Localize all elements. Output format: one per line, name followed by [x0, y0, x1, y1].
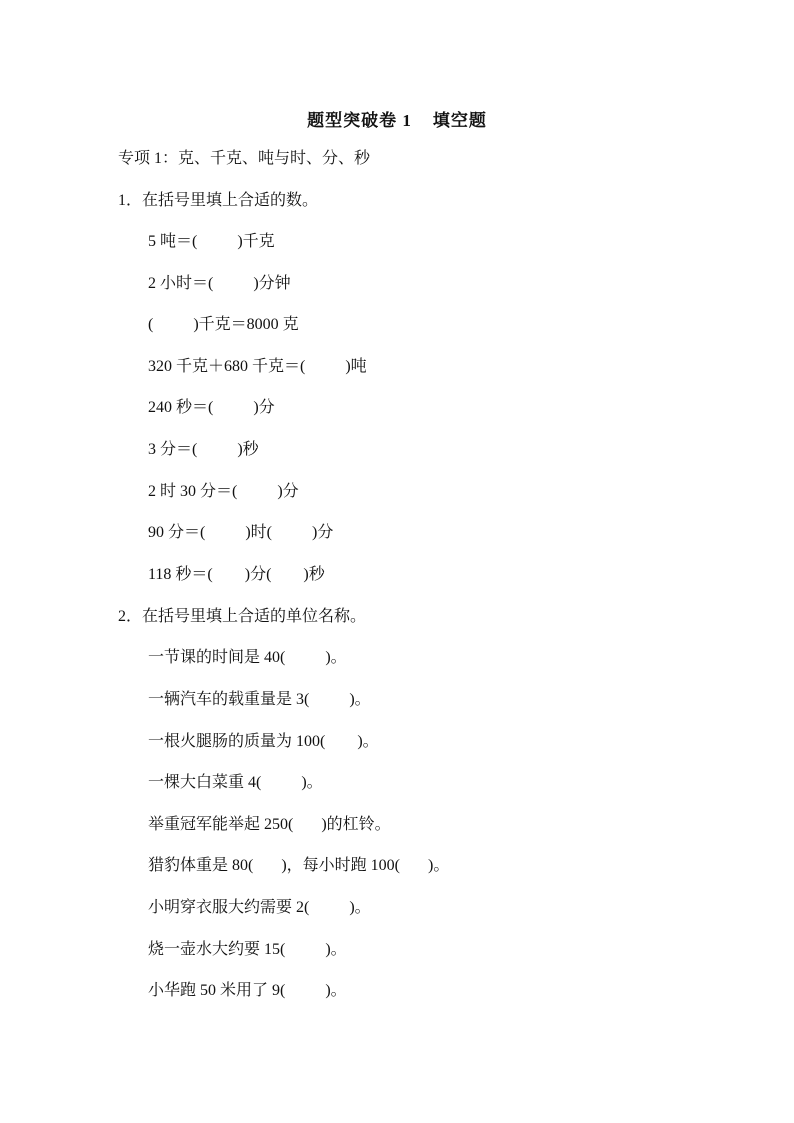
section-heading: 专项 1：克、千克、吨与时、分、秒 — [118, 150, 371, 167]
question-1-item: 90 分＝( )时( )分 — [148, 524, 334, 541]
question-1-item: 5 吨＝( )千克 — [148, 233, 275, 250]
question-2-item: 一根火腿肠的质量为 100( )。 — [148, 733, 379, 750]
question-2-item: 一节课的时间是 40( )。 — [148, 649, 347, 666]
question-1-item: 2 时 30 分＝( )分 — [148, 483, 299, 500]
question-2-item: 小华跑 50 米用了 9( )。 — [148, 982, 347, 999]
question-1-item: 240 秒＝( )分 — [148, 399, 275, 416]
page-title: 题型突破卷 1 填空题 — [307, 111, 487, 130]
question-1-item: 320 千克＋680 千克＝( )吨 — [148, 358, 367, 375]
question-1-prompt: 1．在括号里填上合适的数。 — [118, 192, 319, 209]
question-2-item: 一棵大白菜重 4( )。 — [148, 774, 323, 791]
question-1-item: ( )千克＝8000 克 — [148, 316, 299, 333]
question-2-item: 一辆汽车的载重量是 3( )。 — [148, 691, 371, 708]
question-1-item: 3 分＝( )秒 — [148, 441, 259, 458]
question-2-item: 烧一壶水大约要 15( )。 — [148, 941, 347, 958]
question-2-item: 举重冠军能举起 250( )的杠铃。 — [148, 816, 391, 833]
question-1-item: 2 小时＝( )分钟 — [148, 275, 291, 292]
question-1-item: 118 秒＝( )分( )秒 — [148, 566, 325, 583]
question-2-item: 小明穿衣服大约需要 2( )。 — [148, 899, 371, 916]
question-2-item: 猎豹体重是 80( )，每小时跑 100( )。 — [148, 857, 450, 874]
question-2-prompt: 2．在括号里填上合适的单位名称。 — [118, 608, 367, 625]
